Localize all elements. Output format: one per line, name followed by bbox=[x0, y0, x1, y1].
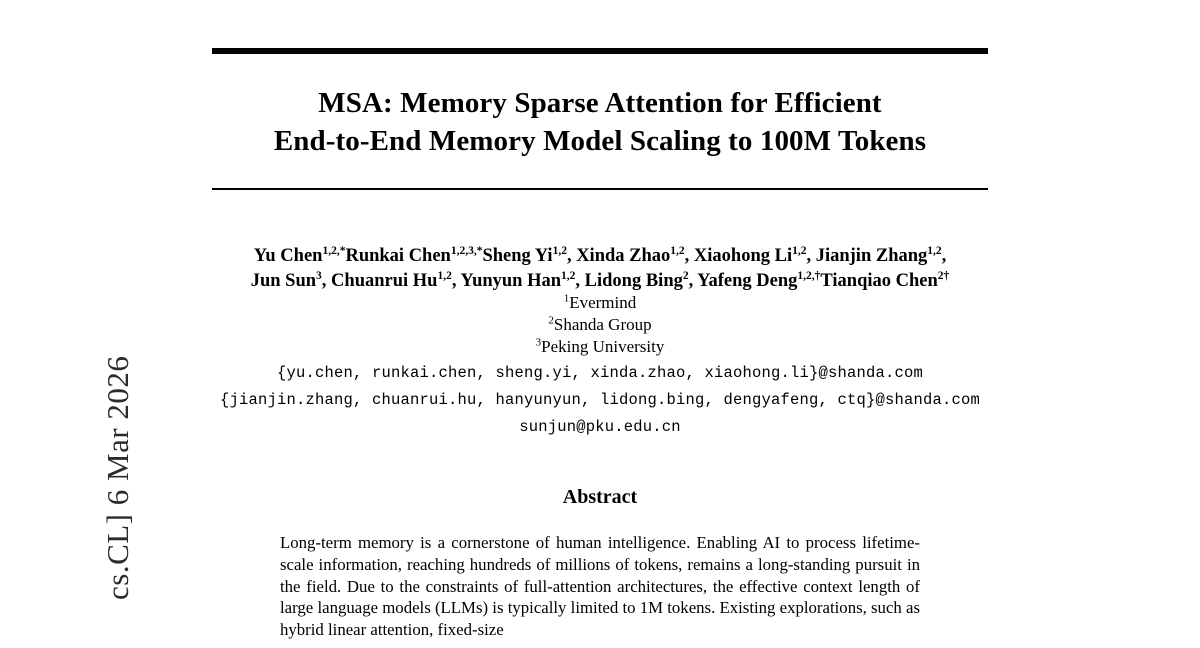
affiliation-3-label: Peking University bbox=[541, 337, 665, 356]
email-line-1: {yu.chen, runkai.chen, sheng.yi, xinda.zhao, xiaohong.li}@shanda.com bbox=[276, 364, 924, 382]
title-bottom-rule bbox=[212, 188, 988, 190]
page-title-line-2: End-to-End Memory Model Scaling to 100M Tokens bbox=[273, 125, 927, 157]
page-title bbox=[180, 84, 1020, 160]
author-list bbox=[150, 244, 1050, 294]
affiliation-1-label: Evermind bbox=[569, 293, 637, 312]
page-title-line-1: MSA: Memory Sparse Attention for Efficient bbox=[318, 87, 882, 119]
email-line-2: {jianjin.zhang, chuanrui.hu, hanyunyun, lidong.bing, dengyafeng, ctq}@shanda.com bbox=[219, 391, 981, 409]
email-line-3: sunjun@pku.edu.cn bbox=[519, 418, 681, 436]
arxiv-stamp-text: cs.CL] 6 Mar 2026 bbox=[100, 355, 135, 600]
arxiv-side-stamp bbox=[0, 0, 135, 648]
abstract-text: Long-term memory is a cornerstone of human intelligence. Enabling AI to process lifetime-scale information, reaching hundreds of millions of tokens, remains a long-standing pursuit in the field. Due to the constraints of full-attention architectures, the effective context length of large language models (LLMs) is typically limited to 1M tokens. Existing explorations, such as hybrid linear attention, fixed-size bbox=[280, 533, 920, 640]
author-line-1: Yu Chen$^{1,2,*}$Runkai Chen$^{1,2,3,*}$Sheng Yi$^{1,2}$, Xinda Zhao$^{1,2}$, Xiaohong Li$^{1,2}$, Jianjin Zhang$^{1,2}$, bbox=[253, 244, 947, 266]
abstract-heading: Abstract bbox=[562, 486, 638, 508]
title-top-rule bbox=[212, 48, 988, 54]
affiliation-3: $^3$Peking University bbox=[535, 336, 665, 356]
affiliation-2-label: Shanda Group bbox=[553, 315, 652, 334]
email-block bbox=[120, 360, 1080, 441]
affiliation-list bbox=[150, 292, 1050, 358]
author-line-2: Jun Sun$^3$, Chuanrui Hu$^{1,2}$, Yunyun Han$^{1,2}$, Lidong Bing$^2$, Yafeng Deng$^{1,2,\dagger}$Tianqiao Chen$^{2\dagger}$ bbox=[250, 269, 950, 291]
affiliation-2: $^2$Shanda Group bbox=[548, 314, 652, 334]
affiliation-1: $^1$Evermind bbox=[563, 292, 637, 312]
paper-page bbox=[90, 0, 1200, 648]
